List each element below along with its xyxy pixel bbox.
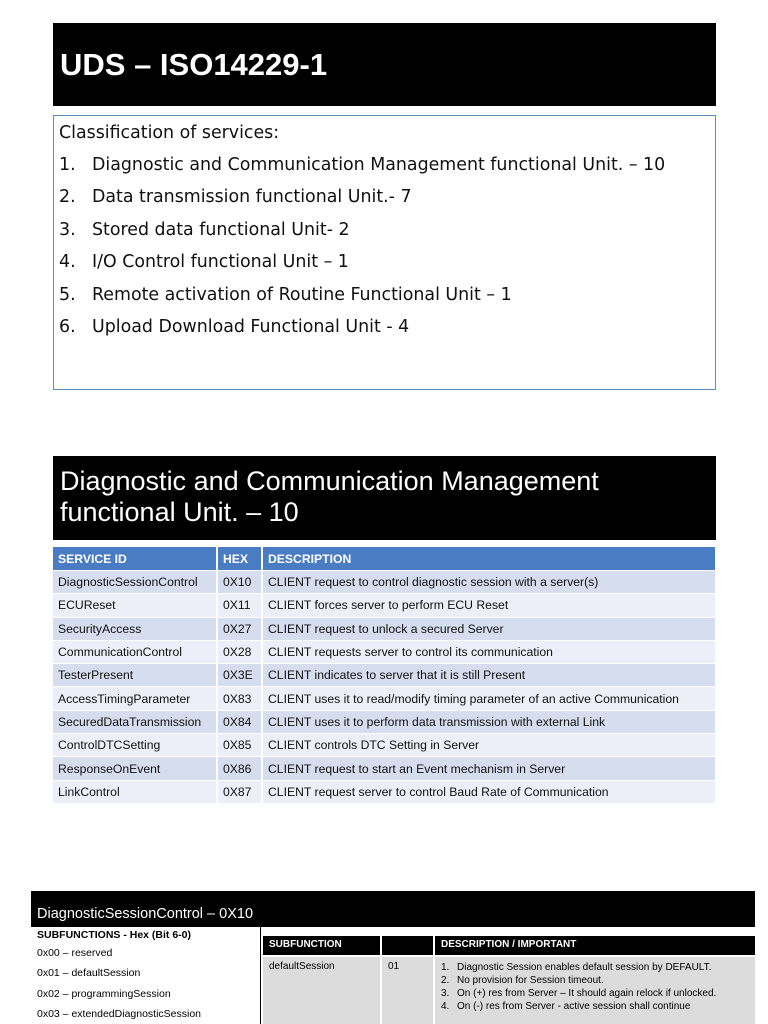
hex-cell: 0X83 (218, 686, 263, 709)
column-header-description: DESCRIPTION / IMPORTANT (435, 936, 755, 955)
table-row (53, 617, 715, 640)
column-header-hex: HEX (218, 547, 263, 570)
list-number: 4. (441, 1001, 450, 1012)
service-id-cell: TesterPresent (53, 663, 218, 686)
list-text: Data transmission functional Unit.- 7 (92, 187, 412, 208)
list-number: 6. (59, 316, 76, 337)
list-item (441, 961, 751, 974)
subfunctions-header: SUBFUNCTIONS - Hex (Bit 6-0) (37, 929, 192, 941)
subfunction-item: 0x01 – defaultSession (37, 967, 141, 980)
hex-cell: 0X84 (218, 710, 263, 733)
slide1-title: UDS – ISO14229-1 (53, 23, 716, 106)
description-list (441, 961, 751, 1013)
classification-box (53, 115, 716, 390)
service-id-cell: CommunicationControl (53, 640, 218, 663)
column-header-subfunction: SUBFUNCTION (263, 936, 380, 955)
list-number: 2. (59, 187, 76, 208)
table-row (53, 686, 715, 709)
service-id-cell: ECUReset (53, 593, 218, 616)
services-table (53, 547, 715, 803)
table-row (53, 780, 715, 803)
description-cell: CLIENT uses it to perform data transmission with external Link (263, 710, 715, 733)
list-item (59, 216, 715, 248)
description-cell: CLIENT requests server to control its communication (263, 640, 715, 663)
column-header-service-id: SERVICE ID (53, 547, 218, 570)
table-header-row (53, 547, 715, 570)
description-cell: CLIENT indicates to server that it is still Present (263, 663, 715, 686)
description-cell: CLIENT request to unlock a secured Server (263, 617, 715, 640)
column-header-description: DESCRIPTION (263, 547, 715, 570)
subfunctions-panel (31, 927, 261, 1024)
column-header-value (382, 936, 433, 955)
list-item (441, 974, 751, 987)
service-id-cell: DiagnosticSessionControl (53, 570, 218, 593)
hex-cell: 0X10 (218, 570, 263, 593)
table-row (53, 733, 715, 756)
list-number: 3. (441, 988, 450, 999)
list-item (59, 248, 715, 280)
classification-intro: Classification of services: (59, 123, 280, 143)
list-number: 5. (59, 284, 76, 305)
list-item (59, 313, 715, 345)
hex-cell: 0X87 (218, 780, 263, 803)
description-cell: CLIENT request server to control Baud Rate of Communication (263, 780, 715, 803)
list-text: Upload Download Functional Unit - 4 (92, 316, 410, 337)
list-text: On (-) res from Server - active session shall continue (457, 1001, 691, 1012)
list-item (59, 183, 715, 215)
list-number: 4. (59, 252, 76, 273)
list-number: 1. (59, 155, 76, 175)
table-row (53, 640, 715, 663)
list-text: I/O Control functional Unit – 1 (92, 252, 349, 273)
list-item (59, 281, 715, 313)
hex-cell: 0X27 (218, 617, 263, 640)
hex-cell: 0X85 (218, 733, 263, 756)
description-cell (435, 957, 755, 1024)
service-id-cell: ResponseOnEvent (53, 756, 218, 779)
slide3-title: DiagnosticSessionControl – 0X10 (31, 891, 755, 927)
hex-cell: 0X3E (218, 663, 263, 686)
hex-cell: 0X86 (218, 756, 263, 779)
table-row (53, 663, 715, 686)
table-row (53, 570, 715, 593)
list-text: Diagnostic and Communication Management functional Unit. – 10 (92, 155, 666, 175)
subfunction-item: 0x03 – extendedDiagnosticSession (37, 1007, 202, 1020)
list-item (59, 151, 715, 183)
table-row (53, 756, 715, 779)
list-text: On (+) res from Server – It should again relock if unlocked. (457, 988, 717, 999)
service-id-cell: ControlDTCSetting (53, 733, 218, 756)
list-text: No provision for Session timeout. (457, 975, 604, 986)
hex-cell: 0X11 (218, 593, 263, 616)
description-cell: CLIENT forces server to perform ECU Reset (263, 593, 715, 616)
hex-cell: 0X28 (218, 640, 263, 663)
service-id-cell: AccessTimingParameter (53, 686, 218, 709)
service-id-cell: SecurityAccess (53, 617, 218, 640)
description-cell: CLIENT request to start an Event mechanism in Server (263, 756, 715, 779)
table-row (53, 593, 715, 616)
list-item (441, 987, 751, 1000)
service-id-cell: LinkControl (53, 780, 218, 803)
list-text: Remote activation of Routine Functional Unit – 1 (92, 284, 512, 305)
list-item (441, 1000, 751, 1013)
slide2-title: Diagnostic and Communication Management functional Unit. – 10 (53, 456, 716, 540)
list-text: Diagnostic Session enables default session by DEFAULT. (457, 962, 712, 973)
table-row (53, 710, 715, 733)
description-cell: CLIENT controls DTC Setting in Server (263, 733, 715, 756)
subfunction-table (261, 927, 755, 1024)
list-number: 2. (441, 975, 450, 986)
list-number: 1. (441, 962, 450, 973)
list-number: 3. (59, 219, 76, 240)
description-cell: CLIENT request to control diagnostic session with a server(s) (263, 570, 715, 593)
service-id-cell: SecuredDataTransmission (53, 710, 218, 733)
subfunction-item: 0x00 – reserved (37, 947, 113, 959)
value-cell: 01 (382, 957, 433, 1024)
list-text: Stored data functional Unit- 2 (92, 219, 350, 240)
subfunction-cell: defaultSession (263, 957, 380, 1024)
subfunction-item: 0x02 – programmingSession (37, 987, 171, 1000)
description-cell: CLIENT uses it to read/modify timing parameter of an active Communication (263, 686, 715, 709)
